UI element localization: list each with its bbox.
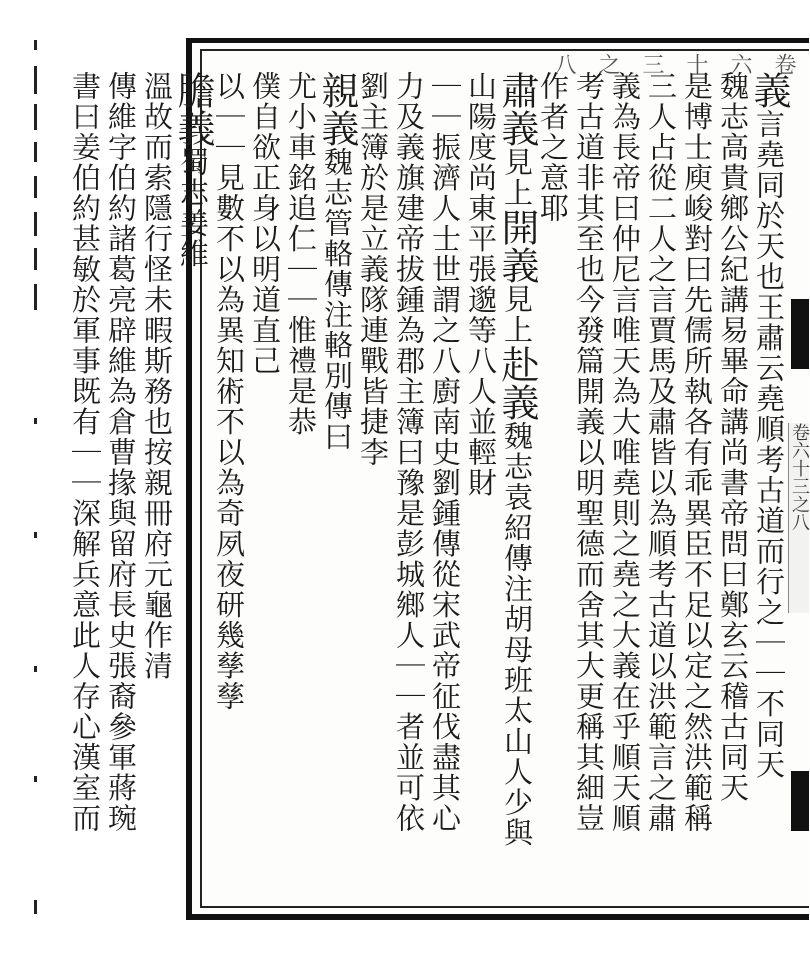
binding-mark <box>34 176 37 198</box>
column-text: 考古道非其至也今發篇開義以明聖德而舍其大更稱其細豈 <box>572 71 606 834</box>
column-text: 三人占從二人之言賈馬及肅皆以為順考古道以洪範言之肅 <box>644 71 678 834</box>
text-column <box>571 71 607 898</box>
column-text: 尤小車銘追仁｜｜惟禮是恭 <box>284 71 318 437</box>
column-text: 是博士庾峻對曰先儒所執各有乖異臣不足以定之然洪範稱 <box>680 71 714 834</box>
column-text: 傳維字伯約諸葛亮辟維為倉曹掾與留府長史張裔參軍蔣琬 <box>104 71 138 834</box>
page-frame <box>68 49 810 908</box>
text-column <box>427 71 463 898</box>
entry-head: 開義 <box>495 208 539 284</box>
column-text: 言堯同於天也王肅云堯順考古道而行之｜｜不同天 <box>752 109 786 780</box>
entry-note: 見上 <box>500 284 534 345</box>
text-column <box>495 71 539 898</box>
binding-mark <box>34 900 37 914</box>
fold-tab-mark <box>791 299 809 369</box>
text-column <box>171 71 215 898</box>
column-text: 魏志袁紹傳注胡母班太山人少與 <box>500 421 534 848</box>
text-column <box>679 71 715 898</box>
binding-mark <box>34 776 37 782</box>
text-column <box>315 71 359 898</box>
text-column <box>247 71 283 898</box>
column-text: 魏志高貴鄉公紀講易畢命講尚書帝問曰鄭玄云稽古同天 <box>716 71 750 803</box>
binding-mark <box>34 142 37 162</box>
column-text: 蜀志姜維 <box>176 147 210 269</box>
binding-mark <box>34 418 37 424</box>
fold-label: 卷六十三之八 <box>788 423 809 613</box>
running-header: 卷六十三之八 <box>551 53 796 77</box>
column-text: 書曰姜伯約甚敏於軍事既有｜｜深解兵意此人存心漢室而 <box>68 71 102 834</box>
entry-head: 膽義 <box>171 71 215 147</box>
column-text: 魏志管輅傳注輅別傳曰 <box>320 147 354 452</box>
text-column <box>103 71 139 898</box>
text-column <box>643 71 679 898</box>
column-text: 作者之意耶 <box>536 71 570 224</box>
binding-mark <box>34 248 37 270</box>
text-column <box>747 71 791 898</box>
entry-head: 義 <box>747 71 791 109</box>
book-page <box>68 38 810 920</box>
binding-mark <box>34 666 37 672</box>
text-column <box>607 71 643 898</box>
column-text: 力及義旗建帝拔鍾為郡主簿曰豫是彭城鄉人｜｜者並可依 <box>392 71 426 834</box>
column-text: 僕自欲正身以明道直己 <box>248 71 282 376</box>
binding-mark <box>34 104 37 130</box>
column-text: 義為長帝曰仲尼言唯天為大唯堯則之堯之大義在乎順天順 <box>608 71 642 834</box>
text-column <box>391 71 427 898</box>
binding-mark <box>34 284 37 310</box>
text-column <box>283 71 319 898</box>
fold-tab-mark <box>791 771 809 831</box>
entry-head: 親義 <box>315 71 359 147</box>
column-text: 溫故而索隱行怪未暇斯務也按親冊府元龜作清 <box>140 71 174 681</box>
binding-mark <box>34 66 37 94</box>
binding-mark <box>34 532 37 538</box>
column-text: 以｜｜見數不以為異知術不以為奇夙夜研幾孳孳 <box>212 71 246 712</box>
entry-note: 見上 <box>500 147 534 208</box>
text-column <box>139 71 175 898</box>
column-text: 劉主簿於是立義隊連戰皆捷李 <box>356 71 390 468</box>
text-column <box>355 71 391 898</box>
entry-head: 肅義 <box>495 71 539 147</box>
column-text: ｜｜振濟人士世謂之八廚南史劉鍾傳從宋武帝征伐盡其心 <box>428 71 462 834</box>
binding-mark <box>34 212 37 236</box>
binding-mark <box>34 40 37 50</box>
text-columns <box>68 71 791 898</box>
column-text: 山陽度尚東平張邈等八人並輕財 <box>464 71 498 498</box>
text-column <box>211 71 247 898</box>
text-column <box>715 71 751 898</box>
entry-head: 赴義 <box>495 345 539 421</box>
text-column <box>463 71 499 898</box>
text-column <box>67 71 103 898</box>
text-column <box>535 71 571 898</box>
